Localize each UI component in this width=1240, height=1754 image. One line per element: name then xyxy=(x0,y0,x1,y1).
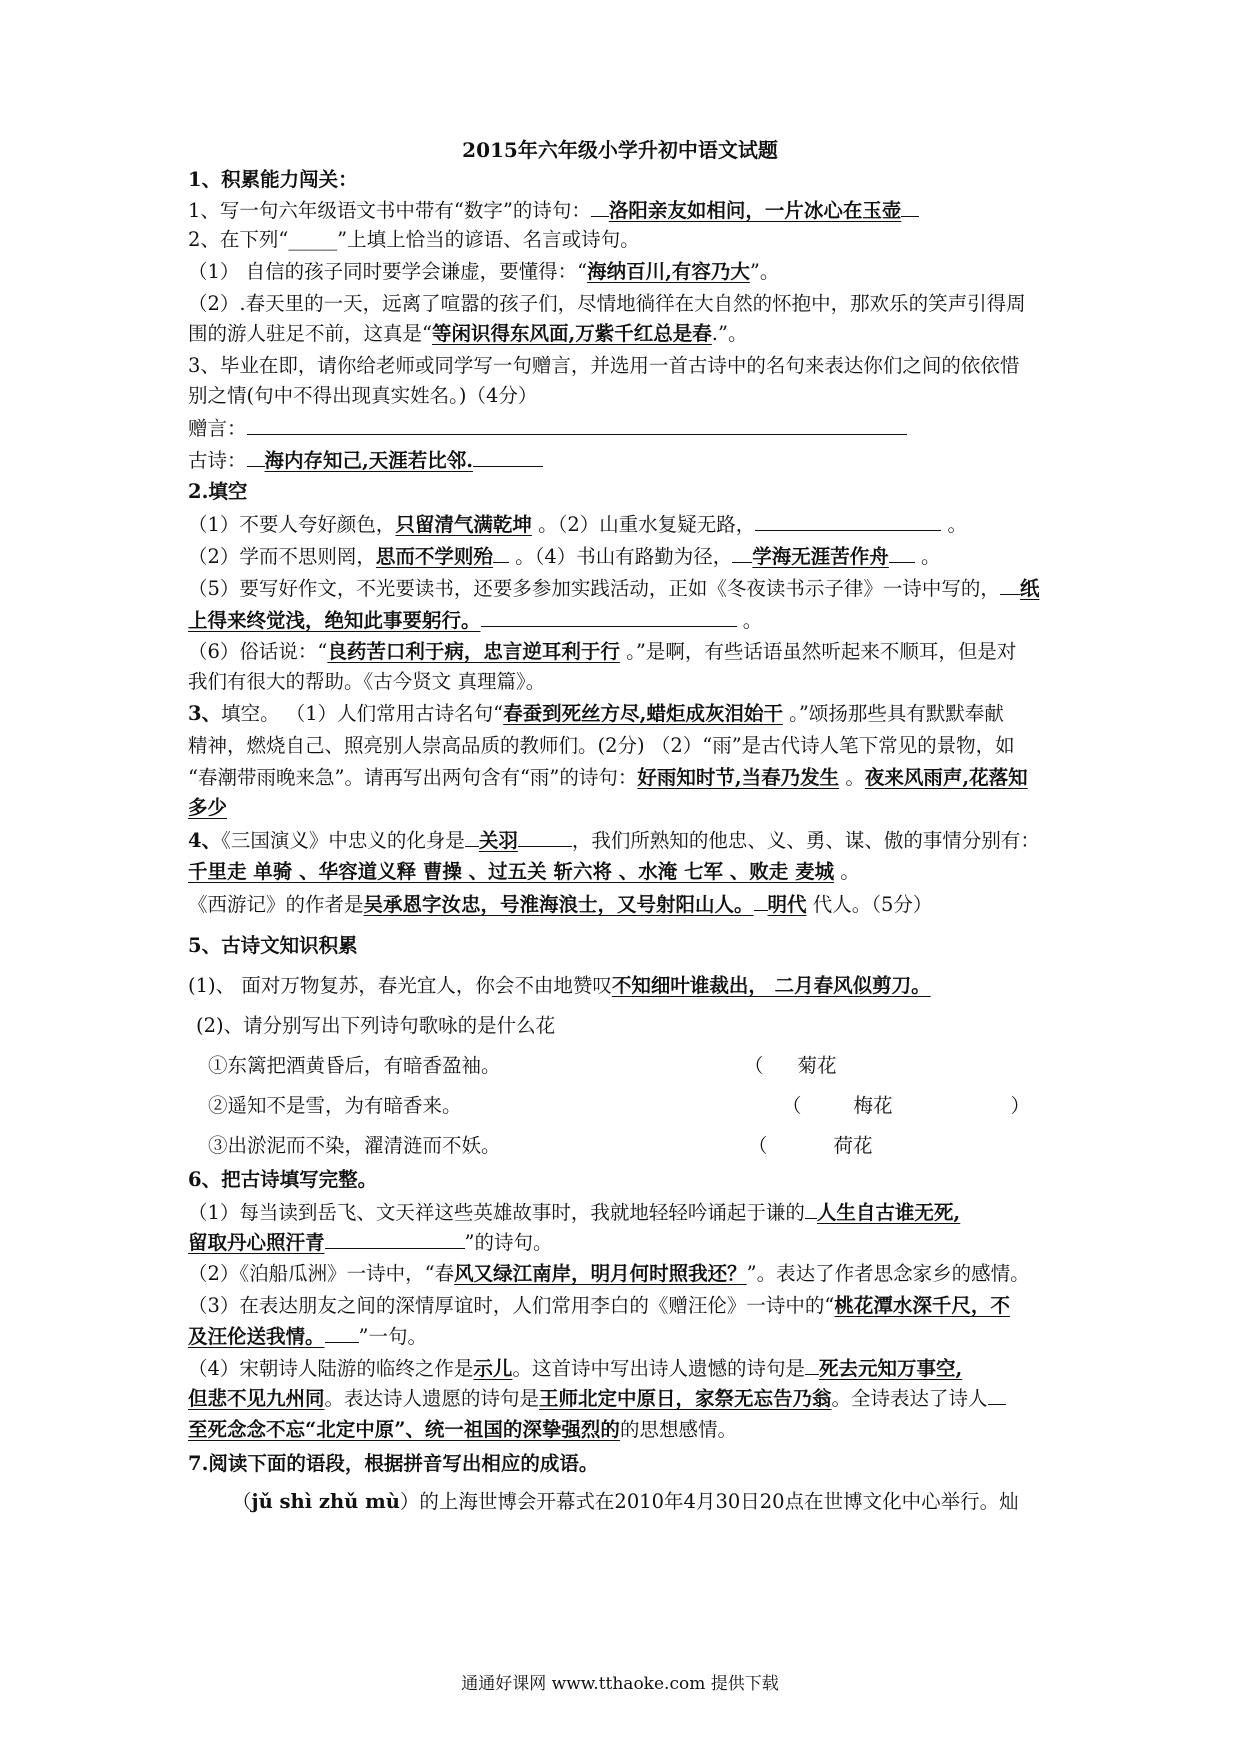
section-6-line6: （4）宋朝诗人陆游的临终之作是示儿。这首诗中写出诗人遗憾的诗句是 死去元知万事空, xyxy=(188,1354,962,1383)
answer: 上得来终觉浅，绝知此事要躬行。 xyxy=(188,609,481,632)
flower-answer-2: （ 梅花 ） xyxy=(782,1094,1031,1117)
question-1-2: 2、在下列“_____”上填上恰当的谚语、名言或诗句。 xyxy=(188,228,640,251)
answer: 洛阳亲友如相问，一片冰心在玉壶 xyxy=(608,199,902,222)
section-4-line2: 千里走 单骑 、华容道义释 曹操 、过五关 斩六将 、水淹 七军 、败走 麦城 。 xyxy=(188,860,860,883)
section-6-line2: 留取丹心照汗青 ”的诗句。 xyxy=(188,1228,553,1257)
answer: 海内存知己,天涯若比邻. xyxy=(264,449,474,472)
section-6-line8: 至死念念不忘“北定中原”、统一祖国的深挚强烈的的思想感情。 xyxy=(188,1418,737,1441)
page-title: 2015年六年级小学升初中语文试题 xyxy=(462,138,778,162)
fill-line-2: （2）学而不思则罔，思而不学则殆 。（4）书山有路勤为径， 学海无涯苦作舟 。 xyxy=(188,542,941,571)
answer: 人生自古谁无死, xyxy=(816,1201,961,1224)
answer: 吴承恩字汝忠，号淮海浪士，又号射阳山人。 xyxy=(363,893,754,916)
fill-line-4: 上得来终觉浅，绝知此事要躬行。 。 xyxy=(188,606,762,635)
section-6-line1: （1）每当读到岳飞、文天祥这些英雄故事时，我就地轻轻吟诵起于谦的 人生自古谁无死, xyxy=(188,1198,960,1227)
answer: 王师北定中原日，家祭无忘告乃翁 xyxy=(539,1387,832,1410)
answer: 关羽 xyxy=(478,829,518,852)
section-6-line4: （3）在表达朋友之间的深情厚谊时，人们常用李白的《赠汪伦》一诗中的“桃花潭水深千尺，不 xyxy=(188,1294,1010,1317)
answer: 留取丹心照汗青 xyxy=(188,1231,325,1254)
flower-answer-1: （ 菊花 xyxy=(744,1054,837,1077)
question-1-3-line1: 3、毕业在即，请你给老师或同学写一句赠言，并选用一首古诗中的名句来表达你们之间的依依惜 xyxy=(188,354,1020,377)
answer: 纸 xyxy=(1019,577,1040,600)
section-4-line3: 《西游记》的作者是吴承恩字汝忠，号淮海浪士，又号射阳山人。 明代 代人。（5分） xyxy=(188,890,932,919)
section-3-line4 xyxy=(188,794,227,822)
flower-question-2: ②遥知不是雪，为有暗香来。 xyxy=(208,1094,462,1117)
answer: 及汪伦送我情。 xyxy=(188,1325,325,1348)
gift-blank[interactable] xyxy=(247,414,907,435)
section-5-heading: 5、古诗文知识积累 xyxy=(188,934,358,957)
answer: 死去元知万事空, xyxy=(818,1357,963,1380)
answer: 多少 xyxy=(188,796,228,819)
fill-line-6: 我们有很大的帮助。《古今贤文 真理篇》。 xyxy=(188,670,546,693)
section-3-line3: “春潮带雨晚来急”。请再写出两句含有“雨”的诗句：好雨知时节,当春乃发生 。夜来风雨声,花落知 xyxy=(188,766,1028,789)
section-4-line1: 4、《三国演义》中忠义的化身是 关羽 ，我们所熟知的他忠、义、勇、谋、傲的事情分别有： xyxy=(188,826,1040,855)
answer: 夜来风雨声,花落知 xyxy=(864,766,1028,789)
section-6-line5: 及汪伦送我情。 ”一句。 xyxy=(188,1322,427,1351)
answer: 思而不学则殆 xyxy=(375,545,493,568)
fill-line-5: （6）俗话说：“良药苦口利于病，忠言逆耳利于行 。”是啊，有些话语虽然听起来不顺耳，但是对 xyxy=(188,640,1017,663)
fill-blank[interactable] xyxy=(755,510,941,531)
answer: 桃花潭水深千尺，不 xyxy=(834,1294,1010,1317)
fill-line-1: （1）不要人夸好颜色，只留清气满乾坤 。（2）山重水复疑无路， 。 xyxy=(188,510,967,539)
section-5-line1: (1)、 面对万物复苏，春光宜人，你会不由地赞叹不知细叶谁裁出， 二月春风似剪刀。 xyxy=(188,974,931,997)
section-5-line2: (2)、请分别写出下列诗句歌咏的是什么花 xyxy=(196,1014,556,1037)
section-7-heading: 7.阅读下面的语段，根据拼音写出相应的成语。 xyxy=(188,1452,599,1475)
answer: 但悲不见九州同 xyxy=(188,1387,325,1410)
answer: 示儿 xyxy=(473,1357,513,1380)
question-1-2-2-line1: （2）.春天里的一天，远离了喧嚣的孩子们，尽情地徜徉在大自然的怀抱中，那欢乐的笑声引得周 xyxy=(188,292,1026,315)
answer: 千里走 单骑 、华容道义释 曹操 、过五关 斩六将 、水淹 七军 、败走 麦城 xyxy=(188,860,835,883)
answer: 春蚕到死丝方尽,蜡炬成灰泪始干 xyxy=(503,702,783,725)
flower-question-3: ③出淤泥而不染，濯清涟而不妖。 xyxy=(208,1134,501,1157)
answer: 不知细叶谁裁出， 二月春风似剪刀。 xyxy=(611,974,931,997)
answer: 学海无涯苦作舟 xyxy=(752,545,889,568)
question-1-1: 1、写一句六年级语文书中带有“数字”的诗句： 洛阳亲友如相问，一片冰心在玉壶 xyxy=(188,196,919,225)
answer: 好雨知时节,当春乃发生 xyxy=(637,766,840,789)
answer: 至死念念不忘“北定中原”、统一祖国的深挚强烈的 xyxy=(188,1418,620,1441)
answer: 明代 xyxy=(767,893,807,916)
flower-answer-3: （ 荷花 xyxy=(748,1134,873,1157)
answer: 等闲识得东风面,万紫千红总是春 xyxy=(431,322,712,345)
section-7-line1: （jǔ shì zhǔ mù）的上海世博会开幕式在2010年4月30日20点在世博文化中心举行。灿 xyxy=(232,1490,1019,1513)
section-6-line3: （2）《泊船瓜洲》一诗中，“春风又绿江南岸，明月何时照我还？”。表达了作者思念家乡的感情。 xyxy=(188,1262,1030,1285)
section-2-heading: 2.填空 xyxy=(188,480,248,503)
question-1-2-2-line2: 围的游人驻足不前，这真是“等闲识得东风面,万紫千红总是春.”。 xyxy=(188,322,748,345)
section-6-heading: 6、把古诗填写完整。 xyxy=(188,1168,378,1191)
poem-line: 古诗： 海内存知己,天涯若比邻. xyxy=(188,446,543,475)
gift-line: 赠言： xyxy=(188,414,907,443)
flower-question-1: ①东篱把酒黄昏后，有暗香盈袖。 xyxy=(208,1054,501,1077)
section-6-line7: 但悲不见九州同。表达诗人遗愿的诗句是王师北定中原日，家祭无忘告乃翁。全诗表达了诗人 xyxy=(188,1384,1006,1413)
question-1-3-line2: 别之情(句中不得出现真实姓名。)（4分） xyxy=(188,384,538,407)
answer: 海纳百川,有容乃大 xyxy=(587,260,750,283)
question-1-2-1: （1） 自信的孩子同时要学会谦虚，要懂得：“海纳百川,有容乃大”。 xyxy=(188,260,780,283)
answer: 良药苦口利于病，忠言逆耳利于行 xyxy=(327,640,620,663)
fill-line-3: （5）要写好作文，不光要读书，还要多参加实践活动，正如《冬夜读书示子律》一诗中写的， 纸 xyxy=(188,574,1039,603)
section-1-heading: 1、积累能力闯关： xyxy=(188,168,358,191)
answer: 只留清气满乾坤 xyxy=(395,513,532,536)
pinyin: jǔ shì zhǔ mù xyxy=(251,1490,400,1513)
section-3-line1: 3、填空。 （1）人们常用古诗名句“春蚕到死丝方尽,蜡炬成灰泪始干 。”颂扬那些具有默默奉献 xyxy=(188,702,1004,725)
section-3-line2: 精神，燃烧自己、照亮别人崇高品质的教师们。(2分) （2）“雨”是古代诗人笔下常见的景物，如 xyxy=(188,734,1015,757)
answer: 风又绿江南岸，明月何时照我还？ xyxy=(454,1262,747,1285)
footer-source: 通通好课网 www.tthaoke.com 提供下载 xyxy=(461,1674,779,1694)
